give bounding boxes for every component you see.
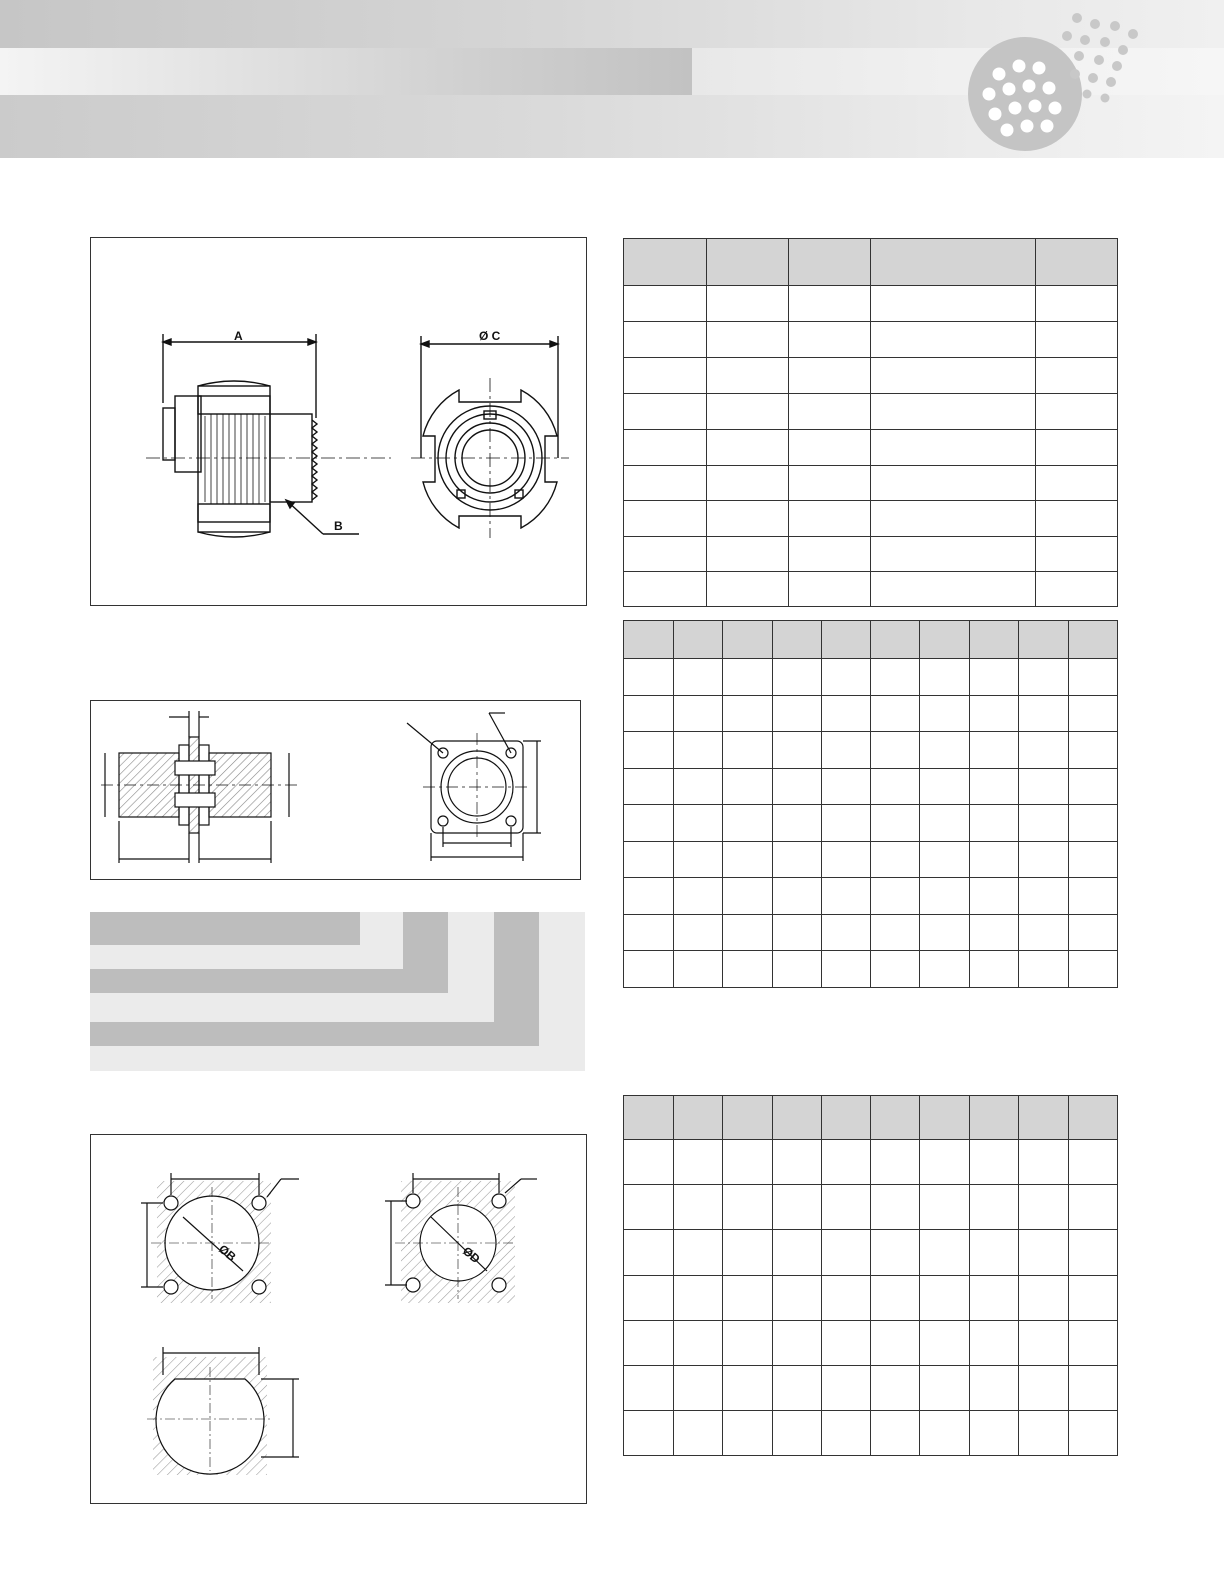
table-row [624, 1140, 1118, 1185]
table-cell [624, 1321, 674, 1366]
table-header-cell [706, 239, 788, 286]
table-cell [821, 732, 871, 769]
table-cell [920, 878, 970, 915]
table-cell [673, 805, 722, 842]
table-cell [1036, 322, 1118, 358]
table-cell [722, 1321, 772, 1366]
table-cell [722, 1230, 772, 1276]
table-cell [970, 1140, 1019, 1185]
table-cell [788, 394, 871, 430]
panel-cutout-drawing [91, 1135, 586, 1503]
table-cell [1019, 1140, 1069, 1185]
table-cell [920, 696, 970, 732]
table-cell [1019, 805, 1069, 842]
table-cell [871, 394, 1036, 430]
table-cell [624, 1411, 674, 1456]
header-banner [0, 0, 1224, 158]
table-cell [871, 1411, 920, 1456]
table-row [624, 1276, 1118, 1321]
table-cell [871, 878, 920, 915]
table-cell [970, 732, 1019, 769]
table-cell [624, 537, 707, 572]
table-cell [722, 878, 772, 915]
table-cell [1069, 805, 1118, 842]
table-header-cell [871, 239, 1036, 286]
table-cell [871, 1185, 920, 1230]
table-cell [673, 951, 722, 988]
table-cell [1019, 1321, 1069, 1366]
table-cell [624, 358, 707, 394]
table-cell [772, 1140, 821, 1185]
table-cell [788, 286, 871, 322]
table-cell [1069, 732, 1118, 769]
table-cell [1036, 466, 1118, 501]
table-cell [772, 915, 821, 951]
table-cell [722, 696, 772, 732]
table-header-cell [1069, 621, 1118, 659]
table-cell [624, 769, 674, 805]
dimension-c-label: Ø C [479, 329, 501, 343]
table-cell [970, 1230, 1019, 1276]
table-cell [772, 696, 821, 732]
table-cell [1069, 696, 1118, 732]
table-header-cell [722, 1096, 772, 1140]
table-cell [970, 1321, 1019, 1366]
table-cell [1019, 842, 1069, 878]
table-cell [722, 842, 772, 878]
table-cell [673, 842, 722, 878]
table-cell [1069, 1230, 1118, 1276]
table-cell [821, 878, 871, 915]
table-cell [772, 842, 821, 878]
dimensions-table-bottom [623, 1095, 1118, 1456]
table-row [624, 915, 1118, 951]
table-cell [1069, 1185, 1118, 1230]
table-header-cell [821, 621, 871, 659]
table-row [624, 842, 1118, 878]
table-cell [871, 842, 920, 878]
table-cell [970, 951, 1019, 988]
table-row [624, 769, 1118, 805]
table-cell [788, 537, 871, 572]
table-cell [1019, 951, 1069, 988]
table-cell [1019, 696, 1069, 732]
table-cell [772, 805, 821, 842]
table-cell [722, 1140, 772, 1185]
table-cell [871, 286, 1036, 322]
table-row [624, 805, 1118, 842]
table-cell [970, 878, 1019, 915]
table-cell [706, 430, 788, 466]
table-cell [970, 1185, 1019, 1230]
table-cell [673, 659, 722, 696]
receptacle-drawing [91, 701, 580, 879]
table-row [624, 951, 1118, 988]
table-header-cell [1019, 621, 1069, 659]
table-cell [772, 1321, 821, 1366]
table-cell [722, 951, 772, 988]
panel-cutout-frame [90, 1134, 587, 1504]
table-cell [1069, 659, 1118, 696]
table-cell [1019, 1230, 1069, 1276]
table-cell [821, 842, 871, 878]
table-cell [821, 1185, 871, 1230]
table-cell [920, 1230, 970, 1276]
table-cell [920, 659, 970, 696]
table-row [624, 322, 1118, 358]
table-row [624, 1321, 1118, 1366]
table-cell [871, 1140, 920, 1185]
table-cell [1069, 1411, 1118, 1456]
table-row [624, 358, 1118, 394]
table-header-cell [722, 621, 772, 659]
table-cell [722, 915, 772, 951]
table-cell [624, 1140, 674, 1185]
table-cell [1036, 286, 1118, 322]
table-cell [1069, 878, 1118, 915]
table-cell [1019, 915, 1069, 951]
table-cell [970, 1411, 1019, 1456]
table-header-cell [788, 239, 871, 286]
table-cell [970, 805, 1019, 842]
table-cell [624, 1230, 674, 1276]
table-cell [706, 286, 788, 322]
table-cell [1069, 951, 1118, 988]
table-cell [624, 1366, 674, 1411]
table-row [624, 659, 1118, 696]
table-row [624, 878, 1118, 915]
table-cell [871, 358, 1036, 394]
table-cell [1019, 1276, 1069, 1321]
table-cell [722, 1366, 772, 1411]
table-cell [821, 951, 871, 988]
table-cell [706, 537, 788, 572]
table-cell [821, 1140, 871, 1185]
table-cell [871, 501, 1036, 537]
table-cell [871, 1276, 920, 1321]
table-cell [1019, 1185, 1069, 1230]
table-cell [772, 769, 821, 805]
table-cell [624, 878, 674, 915]
dimension-b-label: B [334, 519, 343, 533]
table-cell [920, 1321, 970, 1366]
table-cell [1036, 501, 1118, 537]
table-cell [673, 696, 722, 732]
table-cell [772, 951, 821, 988]
table-cell [772, 1276, 821, 1321]
table-cell [871, 572, 1036, 607]
table-cell [970, 915, 1019, 951]
table-cell [920, 769, 970, 805]
table-cell [772, 1366, 821, 1411]
table-header-cell [871, 1096, 920, 1140]
connector-drawing [91, 238, 586, 605]
table-cell [706, 466, 788, 501]
table-cell [871, 769, 920, 805]
table-cell [920, 1366, 970, 1411]
table-cell [722, 659, 772, 696]
table-cell [673, 769, 722, 805]
table-cell [673, 1411, 722, 1456]
table-cell [1069, 1276, 1118, 1321]
table-cell [821, 915, 871, 951]
table-cell [772, 878, 821, 915]
table-cell [624, 696, 674, 732]
table-cell [1069, 1366, 1118, 1411]
table-cell [624, 659, 674, 696]
table-cell [871, 951, 920, 988]
stepped-grey-bands [90, 912, 585, 1071]
table-cell [772, 659, 821, 696]
table-cell [970, 769, 1019, 805]
table-cell [624, 286, 707, 322]
table-row [624, 501, 1118, 537]
table-cell [1069, 769, 1118, 805]
table-cell [920, 805, 970, 842]
table-row [624, 286, 1118, 322]
table-header-cell [624, 1096, 674, 1140]
table-cell [673, 1230, 722, 1276]
table-cell [673, 1140, 722, 1185]
connector-drawing-frame [90, 237, 587, 606]
table-cell [871, 322, 1036, 358]
table-cell [970, 842, 1019, 878]
table-cell [722, 732, 772, 769]
table-row [624, 430, 1118, 466]
table-cell [624, 430, 707, 466]
table-cell [920, 842, 970, 878]
table-row [624, 696, 1118, 732]
dimensions-table-middle [623, 620, 1118, 988]
table-cell [871, 430, 1036, 466]
table-cell [871, 805, 920, 842]
table-cell [871, 1321, 920, 1366]
receptacle-drawing-frame [90, 700, 581, 880]
table-cell [970, 696, 1019, 732]
table-cell [788, 358, 871, 394]
table-cell [871, 915, 920, 951]
table-header-cell [624, 239, 707, 286]
table-cell [871, 1230, 920, 1276]
table-cell [871, 537, 1036, 572]
table-cell [624, 466, 707, 501]
table-cell [624, 805, 674, 842]
dimensions-table-top [623, 238, 1118, 607]
header-band-middle [0, 48, 692, 95]
table-cell [821, 769, 871, 805]
table-row [624, 466, 1118, 501]
table-cell [722, 769, 772, 805]
table-cell [871, 696, 920, 732]
table-cell [624, 501, 707, 537]
table-cell [673, 915, 722, 951]
table-cell [673, 878, 722, 915]
table-cell [920, 1185, 970, 1230]
table-cell [871, 659, 920, 696]
table-header-cell [1036, 239, 1118, 286]
table-header-cell [970, 1096, 1019, 1140]
table-cell [788, 572, 871, 607]
table-cell [821, 805, 871, 842]
table-cell [788, 466, 871, 501]
table-cell [970, 1276, 1019, 1321]
table-header-cell [1019, 1096, 1069, 1140]
table-cell [1019, 878, 1069, 915]
table-row [624, 732, 1118, 769]
table-cell [920, 732, 970, 769]
table-cell [722, 1411, 772, 1456]
table-cell [706, 394, 788, 430]
table-cell [624, 572, 707, 607]
table-cell [920, 915, 970, 951]
table-cell [1019, 659, 1069, 696]
dimension-a-label: A [234, 329, 243, 343]
table-cell [920, 1140, 970, 1185]
table-cell [871, 1366, 920, 1411]
table-cell [821, 1276, 871, 1321]
table-cell [673, 1185, 722, 1230]
table-cell [624, 842, 674, 878]
table-cell [1036, 572, 1118, 607]
table-cell [706, 322, 788, 358]
table-row [624, 572, 1118, 607]
table-header-cell [871, 621, 920, 659]
table-cell [706, 501, 788, 537]
table-header-cell [673, 621, 722, 659]
table-row [624, 1366, 1118, 1411]
table-row [624, 1411, 1118, 1456]
table-cell [772, 1230, 821, 1276]
table-cell [788, 430, 871, 466]
table-cell [772, 1411, 821, 1456]
table-cell [624, 915, 674, 951]
table-cell [1019, 732, 1069, 769]
table-header-cell [970, 621, 1019, 659]
table-cell [706, 572, 788, 607]
table-cell [624, 951, 674, 988]
table-cell [821, 1366, 871, 1411]
table-cell [722, 1185, 772, 1230]
table-row [624, 1185, 1118, 1230]
table-cell [871, 466, 1036, 501]
table-cell [624, 732, 674, 769]
cutout-diameter-d-label: ØD [459, 1243, 483, 1267]
table-header-cell [920, 1096, 970, 1140]
table-cell [1069, 842, 1118, 878]
table-cell [920, 1411, 970, 1456]
table-cell [1069, 1140, 1118, 1185]
table-cell [821, 696, 871, 732]
table-header-cell [920, 621, 970, 659]
table-cell [970, 1366, 1019, 1411]
table-cell [1036, 430, 1118, 466]
table-cell [821, 1411, 871, 1456]
table-cell [673, 1276, 722, 1321]
table-header-cell [1069, 1096, 1118, 1140]
table-header-cell [772, 621, 821, 659]
table-cell [624, 394, 707, 430]
table-header-cell [772, 1096, 821, 1140]
table-cell [788, 322, 871, 358]
table-cell [722, 805, 772, 842]
table-cell [1069, 915, 1118, 951]
table-cell [821, 659, 871, 696]
table-cell [970, 659, 1019, 696]
table-cell [788, 501, 871, 537]
table-cell [1036, 394, 1118, 430]
table-row [624, 537, 1118, 572]
table-cell [920, 1276, 970, 1321]
table-cell [624, 1185, 674, 1230]
table-header-cell [673, 1096, 722, 1140]
table-cell [920, 951, 970, 988]
cutout-diameter-b-label: ØB [215, 1241, 239, 1265]
table-cell [772, 732, 821, 769]
table-cell [673, 732, 722, 769]
table-row [624, 394, 1118, 430]
connector-contacts-logo-icon [955, 4, 1155, 154]
table-cell [1069, 1321, 1118, 1366]
table-cell [871, 732, 920, 769]
table-cell [722, 1276, 772, 1321]
table-cell [673, 1366, 722, 1411]
table-cell [706, 358, 788, 394]
table-cell [1019, 769, 1069, 805]
table-cell [821, 1230, 871, 1276]
table-row [624, 1230, 1118, 1276]
table-cell [821, 1321, 871, 1366]
table-cell [673, 1321, 722, 1366]
table-cell [772, 1185, 821, 1230]
table-cell [1036, 537, 1118, 572]
table-cell [624, 1276, 674, 1321]
table-cell [1019, 1366, 1069, 1411]
table-header-cell [624, 621, 674, 659]
table-cell [1019, 1411, 1069, 1456]
table-cell [1036, 358, 1118, 394]
table-header-cell [821, 1096, 871, 1140]
table-cell [624, 322, 707, 358]
